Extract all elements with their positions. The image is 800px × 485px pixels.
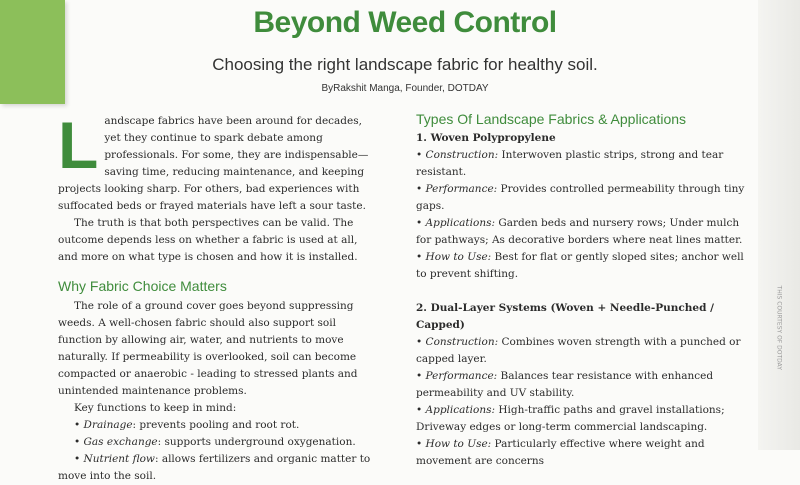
subsection-woven: 1. Woven Polypropylene: [416, 132, 556, 144]
left-column: [58, 108, 378, 485]
section-heading-types: Types Of Landscape Fabrics & Applications: [416, 111, 687, 127]
second-paragraph: The truth is that both perspectives can be valid. The outcome depends less on whether a fabric is used at all, and more on what type is chosen and how it is installed.: [58, 217, 358, 263]
drop-cap: L: [58, 108, 99, 182]
woven-how-to-use: • How to Use: Best for flat or gently sloped sites; anchor well to prevent shifting.: [416, 251, 744, 280]
bullet-drainage: • Drainage: prevents pooling and root rot.: [74, 419, 300, 431]
dual-performance: • Performance: Balances tear resistance with enhanced permeability and UV stability.: [416, 370, 714, 399]
edge-credit: THIS COURTESY OF DOTDAY: [775, 285, 782, 370]
subsection-dual-layer: 2. Dual-Layer Systems (Woven + Needle-Punched / Capped): [416, 302, 714, 331]
woven-performance: • Performance: Provides controlled permeability through tiny gaps.: [416, 183, 745, 212]
intro-text: andscape fabrics have been around for decades, yet they continue to spark debate among professionals. For some, they are indispensable—saving time, reducing maintenance, and keeping projects looking sharp. For others, bad experiences with suffocated beds or frayed materials have left a sour taste.: [58, 115, 369, 212]
dual-applications: • Applications: High-traffic paths and gravel installations; Driveway edges or long-term commercial landscaping.: [416, 404, 725, 433]
woven-applications: • Applications: Garden beds and nursery rows; Under mulch for pathways; As decorative borders where neat lines matter.: [416, 217, 743, 246]
fabric-choice-paragraph: The role of a ground cover goes beyond suppressing weeds. A well-chosen fabric should also support soil function by allowing air, water, and nutrients to move naturally. If permeability is overlooked, soil can become compacted or anaerobic - leading to stressed plants and unintended maintenance problems.: [58, 300, 358, 397]
bullet-nutrient-flow: • Nutrient flow: allows fertilizers and organic matter to move into the soil.: [58, 453, 371, 482]
dual-construction: • Construction: Combines woven strength with a punched or capped layer.: [416, 336, 741, 365]
bullet-gas-exchange: • Gas exchange: supports underground oxygenation.: [74, 436, 356, 448]
key-functions-intro: Key functions to keep in mind:: [74, 402, 237, 414]
article-subtitle: Choosing the right landscape fabric for healthy soil.: [212, 55, 598, 74]
article-byline: ByRakshit Manga, Founder, DOTDAY: [321, 83, 489, 94]
article-title: Beyond Weed Control: [253, 6, 557, 39]
section-heading-fabric-choice: Why Fabric Choice Matters: [58, 278, 227, 294]
dual-how-to-use: • How to Use: Particularly effective where weight and movement are concerns: [416, 438, 705, 467]
woven-construction: • Construction: Interwoven plastic strips, strong and tear resistant.: [416, 149, 724, 178]
intro-paragraph: [58, 108, 378, 215]
right-column: [416, 111, 756, 470]
